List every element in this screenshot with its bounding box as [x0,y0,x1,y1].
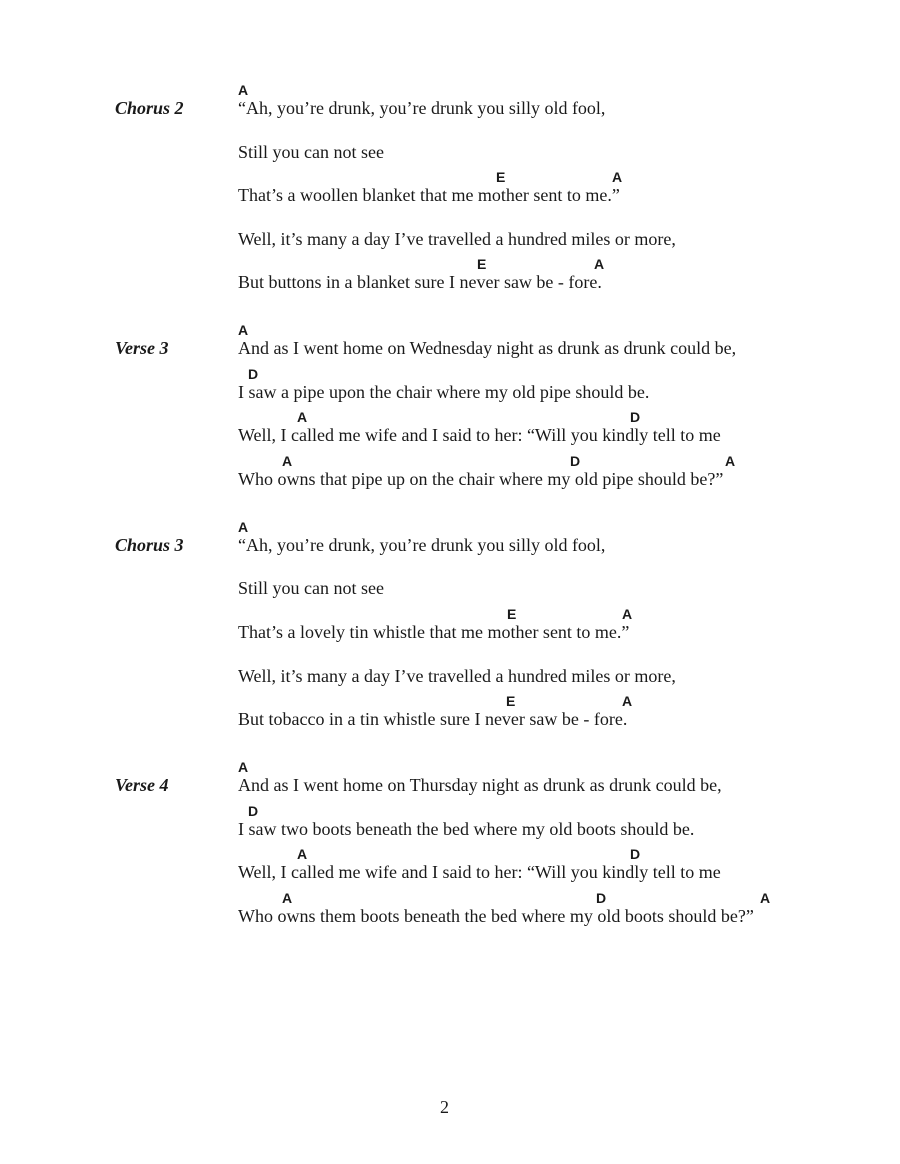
lyric-line: Well, it’s many a day I’ve travelled a hundred miles or more, [238,229,676,249]
chord: A [238,519,249,535]
lyric-line: And as I went home on Wednesday night as drunk as drunk could be, [238,338,737,358]
section-label: Chorus 3 [115,535,184,555]
lyric-line: That’s a lovely tin whistle that me mother sent to me.” [238,622,630,642]
chord: D [248,803,259,819]
chord: A [282,453,293,469]
chord: E [477,256,487,272]
chord: A [622,693,633,709]
page-number: 2 [440,1097,449,1117]
lyric-line: I saw two boots beneath the bed where my old boots should be. [238,819,695,839]
chord: D [630,846,641,862]
lyric-line: But buttons in a blanket sure I never saw be - fore. [238,272,602,292]
chord: D [570,453,581,469]
chord: A [622,606,633,622]
chord: A [594,256,605,272]
chord: D [248,366,259,382]
lyric-line: Who owns that pipe up on the chair where my old pipe should be?” [238,469,724,489]
chord: E [496,169,506,185]
chord: A [238,82,249,98]
chord: A [760,890,771,906]
lyric-line: Well, I called me wife and I said to her: “Will you kindly tell to me [238,862,721,882]
section-label: Chorus 2 [115,98,184,118]
chord: A [238,759,249,775]
chord: D [630,409,641,425]
lyric-line: “Ah, you’re drunk, you’re drunk you silly old fool, [238,535,606,555]
chord: A [612,169,623,185]
lyric-line: Well, it’s many a day I’ve travelled a hundred miles or more, [238,666,676,686]
chord: A [725,453,736,469]
chord: D [596,890,607,906]
chord: A [282,890,293,906]
section-label: Verse 3 [115,338,169,358]
lyric-line: Who owns them boots beneath the bed where my old boots should be?” [238,906,754,926]
chord: A [297,846,308,862]
lyric-line: But tobacco in a tin whistle sure I never saw be - fore. [238,709,628,729]
chord: E [506,693,516,709]
lyric-line: Well, I called me wife and I said to her: “Will you kindly tell to me [238,425,721,445]
chord: A [297,409,308,425]
chord: E [507,606,517,622]
lyric-line: Still you can not see [238,578,384,598]
lyric-line: That’s a woollen blanket that me mother sent to me.” [238,185,620,205]
chord: A [238,322,249,338]
lyric-line: “Ah, you’re drunk, you’re drunk you silly old fool, [238,98,606,118]
lyric-line: And as I went home on Thursday night as drunk as drunk could be, [238,775,722,795]
section-label: Verse 4 [115,775,169,795]
lyric-line: I saw a pipe upon the chair where my old pipe should be. [238,382,650,402]
lyric-line: Still you can not see [238,142,384,162]
